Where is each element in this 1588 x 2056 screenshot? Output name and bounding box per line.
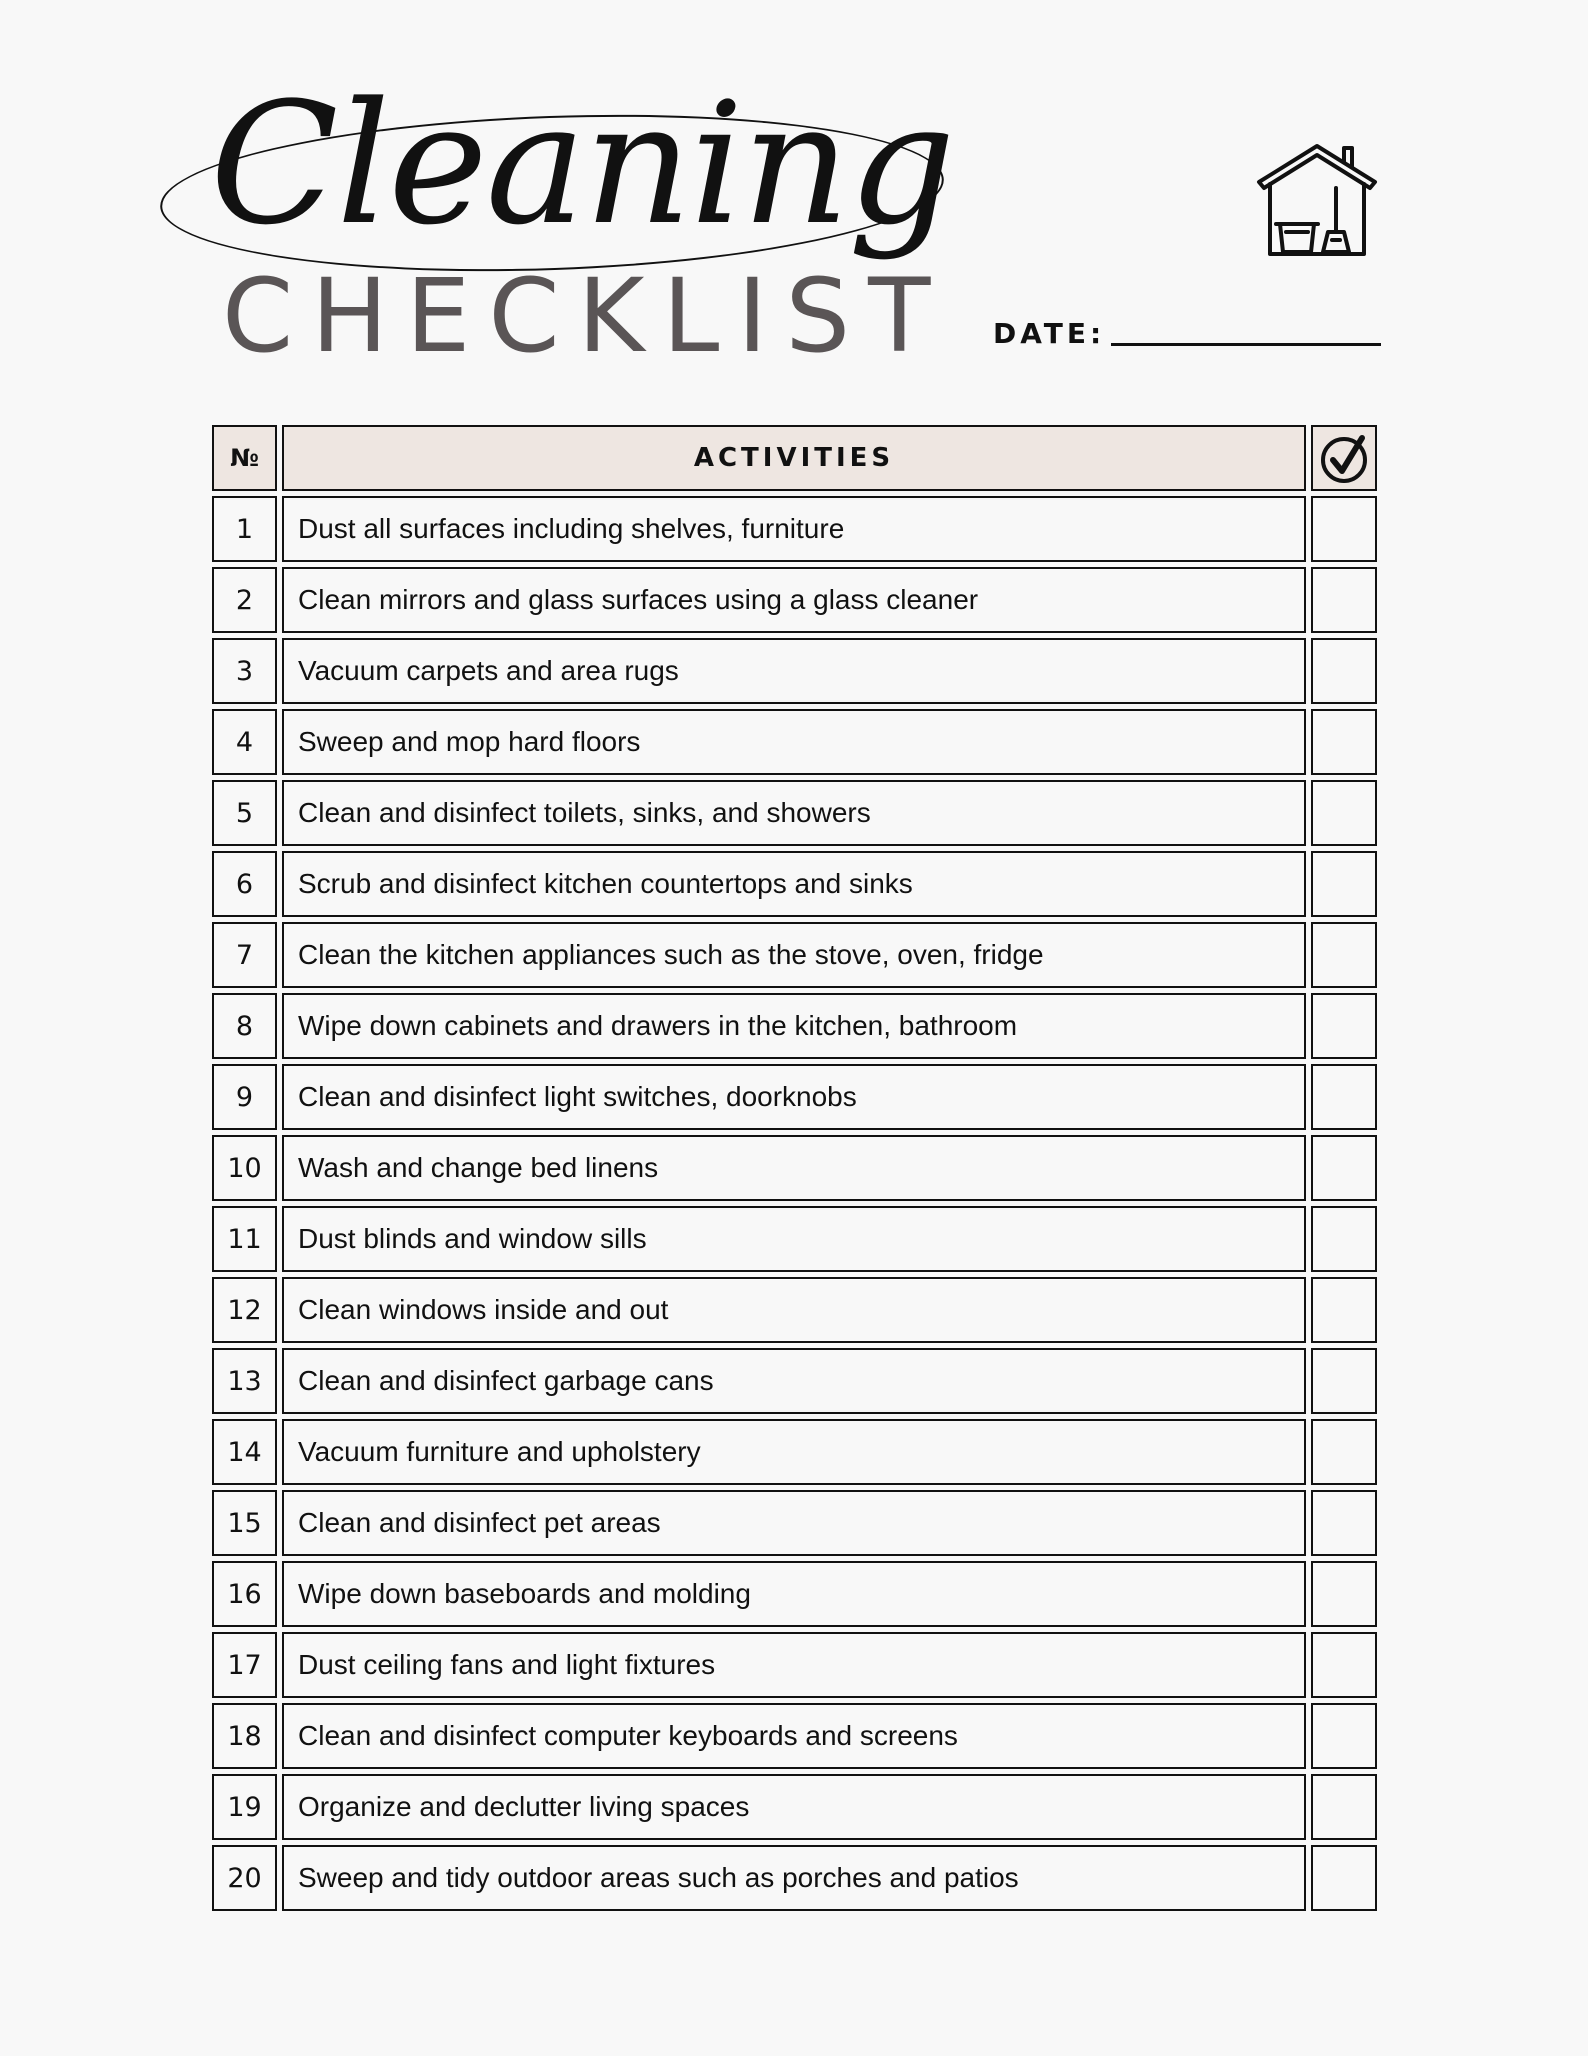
row-activity: Clean and disinfect toilets, sinks, and showers (282, 780, 1306, 846)
row-number: 14 (212, 1419, 277, 1485)
row-activity: Wash and change bed linens (282, 1135, 1306, 1201)
table-row (212, 1135, 1377, 1201)
table-row (212, 1703, 1377, 1769)
row-activity: Dust blinds and window sills (282, 1206, 1306, 1272)
row-number: 4 (212, 709, 277, 775)
date-field (993, 317, 1381, 350)
table-row (212, 1348, 1377, 1414)
title-subtitle: CHECKLIST (222, 257, 949, 376)
row-checkbox[interactable] (1311, 1845, 1377, 1911)
row-checkbox[interactable] (1311, 1135, 1377, 1201)
table-row (212, 922, 1377, 988)
row-number: 6 (212, 851, 277, 917)
table-row (212, 1277, 1377, 1343)
row-number: 8 (212, 993, 277, 1059)
row-activity: Clean mirrors and glass surfaces using a glass cleaner (282, 567, 1306, 633)
circled-checkmark-icon (1318, 432, 1370, 484)
row-checkbox[interactable] (1311, 1064, 1377, 1130)
row-activity: Scrub and disinfect kitchen countertops and sinks (282, 851, 1306, 917)
table-row (212, 993, 1377, 1059)
table-row (212, 1419, 1377, 1485)
row-activity: Dust all surfaces including shelves, furniture (282, 496, 1306, 562)
row-number: 17 (212, 1632, 277, 1698)
row-activity: Clean and disinfect pet areas (282, 1490, 1306, 1556)
row-checkbox[interactable] (1311, 709, 1377, 775)
header-check (1311, 425, 1377, 491)
table-body (212, 496, 1377, 1911)
row-number: 3 (212, 638, 277, 704)
table-row (212, 780, 1377, 846)
row-number: 19 (212, 1774, 277, 1840)
row-checkbox[interactable] (1311, 1277, 1377, 1343)
row-checkbox[interactable] (1311, 851, 1377, 917)
row-activity: Clean the kitchen appliances such as the stove, oven, fridge (282, 922, 1306, 988)
row-activity: Sweep and tidy outdoor areas such as porches and patios (282, 1845, 1306, 1911)
title-script: Cleaning (210, 66, 954, 262)
table-row (212, 709, 1377, 775)
title-block (150, 66, 954, 376)
table-row (212, 496, 1377, 562)
row-number: 15 (212, 1490, 277, 1556)
date-label: DATE: (993, 317, 1106, 350)
row-checkbox[interactable] (1311, 993, 1377, 1059)
row-activity: Vacuum carpets and area rugs (282, 638, 1306, 704)
date-input-line[interactable] (1111, 343, 1381, 346)
table-row (212, 1064, 1377, 1130)
table-row (212, 1561, 1377, 1627)
table-row (212, 567, 1377, 633)
table-row (212, 1774, 1377, 1840)
row-activity: Organize and declutter living spaces (282, 1774, 1306, 1840)
row-checkbox[interactable] (1311, 1774, 1377, 1840)
row-activity: Sweep and mop hard floors (282, 709, 1306, 775)
row-checkbox[interactable] (1311, 496, 1377, 562)
row-activity: Clean and disinfect light switches, doorknobs (282, 1064, 1306, 1130)
row-number: 9 (212, 1064, 277, 1130)
table-row (212, 1845, 1377, 1911)
row-checkbox[interactable] (1311, 1419, 1377, 1485)
row-checkbox[interactable] (1311, 1490, 1377, 1556)
row-number: 2 (212, 567, 277, 633)
table-row (212, 1206, 1377, 1272)
row-checkbox[interactable] (1311, 1703, 1377, 1769)
row-activity: Vacuum furniture and upholstery (282, 1419, 1306, 1485)
table-row (212, 1632, 1377, 1698)
row-checkbox[interactable] (1311, 1632, 1377, 1698)
row-number: 12 (212, 1277, 277, 1343)
table-header-row (212, 425, 1377, 491)
row-activity: Wipe down baseboards and molding (282, 1561, 1306, 1627)
row-checkbox[interactable] (1311, 780, 1377, 846)
row-number: 10 (212, 1135, 277, 1201)
row-number: 5 (212, 780, 277, 846)
row-number: 1 (212, 496, 277, 562)
checklist-table (212, 425, 1377, 1916)
row-checkbox[interactable] (1311, 1206, 1377, 1272)
header-activities: ACTIVITIES (282, 425, 1306, 491)
row-number: 18 (212, 1703, 277, 1769)
table-row (212, 1490, 1377, 1556)
row-checkbox[interactable] (1311, 1561, 1377, 1627)
row-activity: Clean windows inside and out (282, 1277, 1306, 1343)
table-row (212, 638, 1377, 704)
row-checkbox[interactable] (1311, 567, 1377, 633)
row-activity: Clean and disinfect computer keyboards and screens (282, 1703, 1306, 1769)
table-row (212, 851, 1377, 917)
row-number: 11 (212, 1206, 277, 1272)
row-number: 7 (212, 922, 277, 988)
row-checkbox[interactable] (1311, 922, 1377, 988)
row-number: 16 (212, 1561, 277, 1627)
row-checkbox[interactable] (1311, 638, 1377, 704)
row-number: 20 (212, 1845, 277, 1911)
header-number: № (212, 425, 277, 491)
row-activity: Dust ceiling fans and light fixtures (282, 1632, 1306, 1698)
house-cleaning-icon (1256, 142, 1378, 258)
row-activity: Wipe down cabinets and drawers in the kitchen, bathroom (282, 993, 1306, 1059)
row-number: 13 (212, 1348, 277, 1414)
row-activity: Clean and disinfect garbage cans (282, 1348, 1306, 1414)
row-checkbox[interactable] (1311, 1348, 1377, 1414)
